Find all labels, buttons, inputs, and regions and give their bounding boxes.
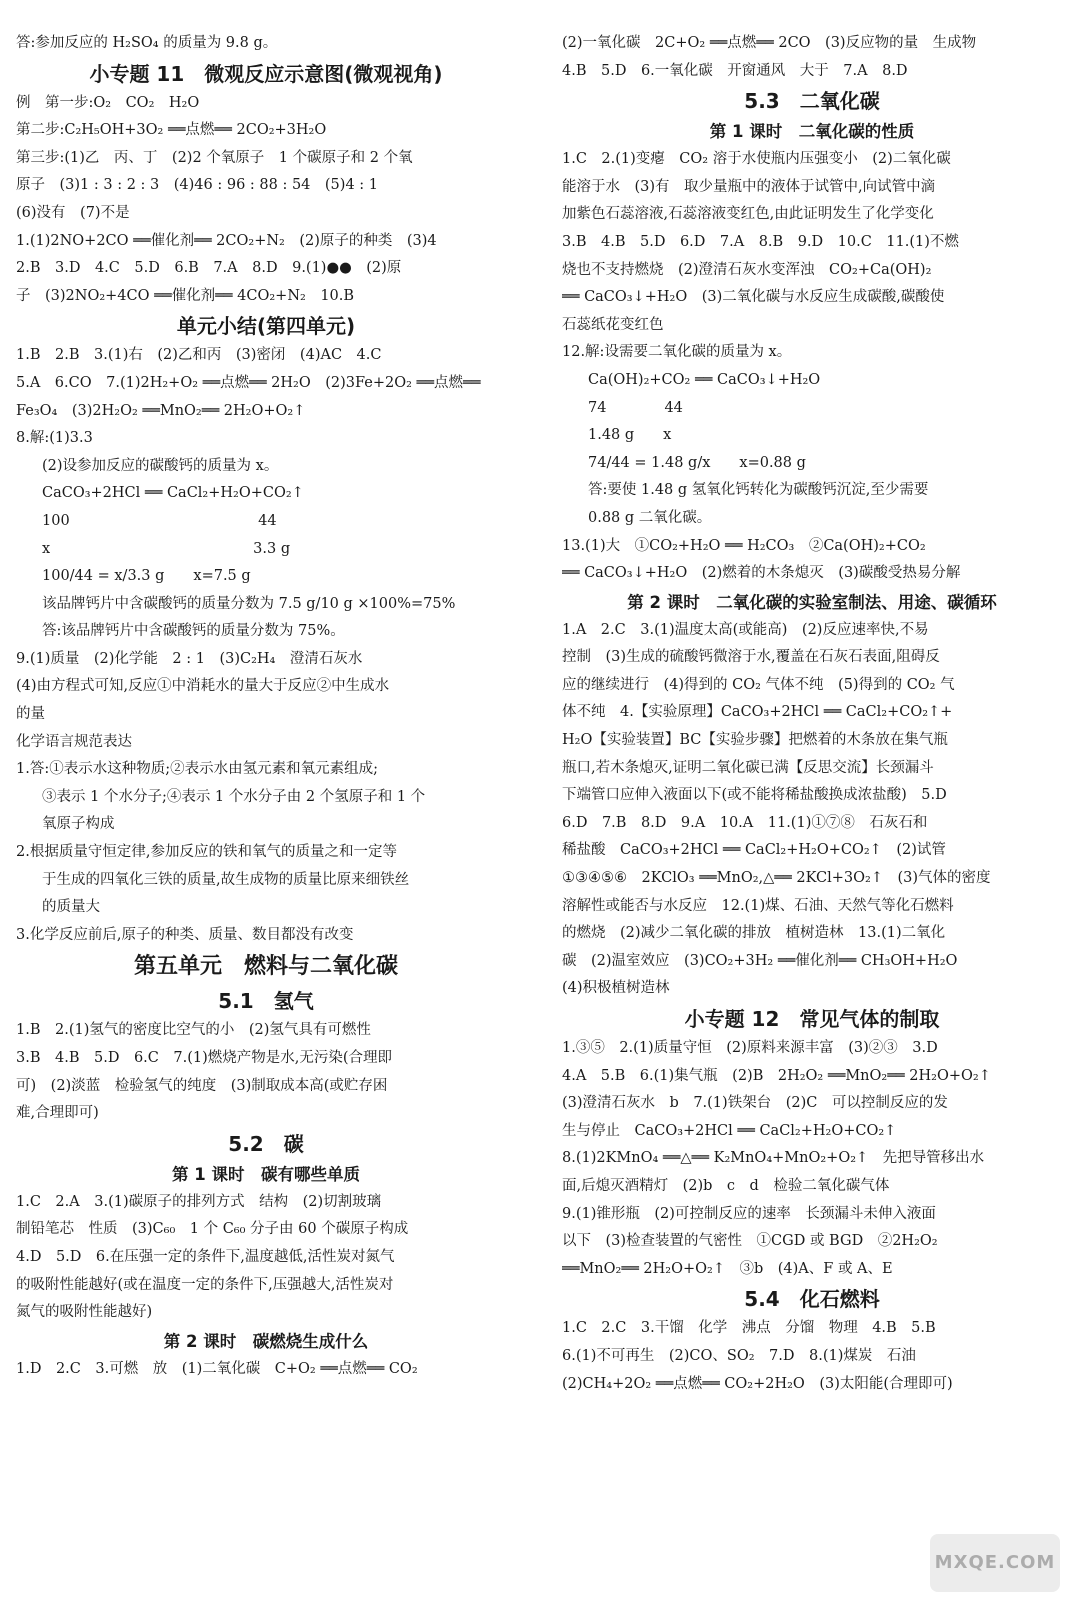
- lesson-title: 第 2 课时 碳燃烧生成什么: [163, 1331, 369, 1351]
- text-line: 难,合理即可): [16, 1105, 99, 1122]
- text-line: 74/44 = 1.48 g/x x=0.88 g: [588, 454, 806, 471]
- watermark-logo: MXQE.COM: [930, 1534, 1060, 1592]
- text-line: 稀盐酸 CaCO₃+2HCl ══ CaCl₂+H₂O+CO₂↑ (2)试管: [562, 842, 946, 859]
- text-line: 8.解:(1)3.3: [16, 430, 93, 447]
- text-line: 可) (2)淡蓝 检验氢气的纯度 (3)制取成本高(或贮存困: [16, 1077, 388, 1094]
- text-line: 9.(1)质量 (2)化学能 2 : 1 (3)C₂H₄ 澄清石灰水: [16, 650, 363, 667]
- text-line: 碳 (2)温室效应 (3)CO₂+3H₂ ══催化剂══ CH₃OH+H₂O: [562, 952, 958, 969]
- section-title: 小专题 12 常见气体的制取: [684, 1007, 940, 1031]
- text-line: 氮气的吸附性能越好): [16, 1304, 153, 1321]
- text-line: 溶解性或能否与水反应 12.(1)煤、石油、天然气等化石燃料: [562, 897, 954, 914]
- text-line: 4.A 5.B 6.(1)集气瓶 (2)B 2H₂O₂ ══MnO₂══ 2H₂O+O₂↑: [562, 1067, 991, 1084]
- text-line: 2.根据质量守恒定律,参加反应的铁和氧气的质量之和一定等: [16, 844, 397, 861]
- text-line: (3)澄清石灰水 b 7.(1)铁架台 (2)C 可以控制反应的发: [562, 1095, 948, 1112]
- text-line: 该品牌钙片中含碳酸钙的质量分数为 7.5 g/10 g ×100%=75%: [42, 595, 456, 612]
- section-title: 5.1 氢气: [218, 989, 314, 1014]
- text-line: (2)一氧化碳 2C+O₂ ══点燃══ 2CO (3)反应物的量 生成物: [562, 35, 977, 51]
- text-line: 74 44: [588, 399, 683, 416]
- text-line: 第三步:(1)乙 丙、丁 (2)2 个氧原子 1 个碳原子和 2 个氧: [16, 149, 413, 166]
- text-line: ①③④⑤⑥ 2KClO₃ ══MnO₂,△══ 2KCl+3O₂↑ (3)气体的密度: [562, 870, 991, 887]
- text-line: (4)由方程式可知,反应①中消耗水的量大于反应②中生成水: [16, 678, 390, 695]
- text-line: 1.C 2.A 3.(1)碳原子的排列方式 结构 (2)切割玻璃: [16, 1193, 382, 1210]
- text-line: 答:该品牌钙片中含碳酸钙的质量分数为 75%。: [42, 623, 345, 640]
- section-title: 5.3 二氧化碳: [744, 89, 880, 114]
- lesson-title: 第 1 课时 二氧化碳的性质: [709, 122, 915, 142]
- text-line: 应的继续进行 (4)得到的 CO₂ 气体不纯 (5)得到的 CO₂ 气: [562, 676, 955, 693]
- section-title: 5.4 化石燃料: [744, 1287, 880, 1312]
- text-line: 3.B 4.B 5.D 6.C 7.(1)燃烧产物是水,无污染(合理即: [16, 1050, 393, 1066]
- text-line: 氧原子构成: [42, 816, 115, 833]
- text-line: 9.(1)锥形瓶 (2)可控制反应的速率 长颈漏斗未伸入液面: [562, 1205, 936, 1222]
- text-line: 石蕊纸花变红色: [562, 316, 664, 333]
- text-line: 1.③⑤ 2.(1)质量守恒 (2)原料来源丰富 (3)②③ 3.D: [562, 1040, 938, 1056]
- text-line: (2)设参加反应的碳酸钙的质量为 x。: [42, 457, 279, 474]
- text-line: 原子 (3)1 : 3 : 2 : 3 (4)46 : 96 : 88 : 54 (5)4 : 1: [16, 177, 378, 194]
- text-line: 3.化学反应前后,原子的种类、质量、数目都没有改变: [16, 926, 354, 943]
- text-line: 面,后熄灭酒精灯 (2)b c d 检验二氧化碳气体: [562, 1177, 890, 1194]
- text-line: 13.(1)大 ①CO₂+H₂O ══ H₂CO₃ ②Ca(OH)₂+CO₂: [562, 537, 926, 554]
- text-line: (2)CH₄+2O₂ ══点燃══ CO₂+2H₂O (3)太阳能(合理即可): [562, 1375, 953, 1392]
- text-line: 100/44 = x/3.3 g x=7.5 g: [42, 568, 251, 585]
- text-line: ══MnO₂══ 2H₂O+O₂↑ ③b (4)A、F 或 A、E: [562, 1260, 893, 1277]
- text-line: 5.A 6.CO 7.(1)2H₂+O₂ ══点燃══ 2H₂O (2)3Fe+2O₂ ══点燃══: [16, 374, 481, 391]
- text-line: 0.88 g 二氧化碳。: [588, 509, 712, 526]
- text-line: 6.D 7.B 8.D 9.A 10.A 11.(1)①⑦⑧ 石灰石和: [562, 814, 928, 831]
- text-line: Fe₃O₄ (3)2H₂O₂ ══MnO₂══ 2H₂O+O₂↑: [16, 402, 306, 419]
- lesson-title: 第 1 课时 碳有哪些单质: [172, 1164, 360, 1184]
- text-line: 1.D 2.C 3.可燃 放 (1)二氧化碳 C+O₂ ══点燃══ CO₂: [16, 1360, 418, 1377]
- text-line: (4)积极植树造林: [562, 980, 670, 997]
- text-line: 答:参加反应的 H₂SO₄ 的质量为 9.8 g。: [16, 35, 278, 51]
- text-line: 1.C 2.C 3.干馏 化学 沸点 分馏 物理 4.B 5.B: [562, 1320, 936, 1337]
- text-line: x 3.3 g: [42, 540, 291, 557]
- text-line: 下端管口应伸入液面以下(或不能将稀盐酸换成浓盐酸) 5.D: [562, 787, 947, 804]
- text-line: 烧也不支持燃烧 (2)澄清石灰水变浑浊 CO₂+Ca(OH)₂: [562, 261, 932, 278]
- text-line: 加紫色石蕊溶液,石蕊溶液变红色,由此证明发生了化学变化: [562, 206, 934, 223]
- text-line: 1.答:①表示水这种物质;②表示水由氢元素和氧元素组成;: [16, 761, 378, 778]
- text-line: 的吸附性能越好(或在温度一定的条件下,压强越大,活性炭对: [16, 1276, 394, 1293]
- text-line: (6)没有 (7)不是: [16, 204, 130, 221]
- unit-title: 第五单元 燃料与二氧化碳: [133, 954, 398, 980]
- left-column: [16, 30, 516, 1383]
- text-line: 答:要使 1.48 g 氢氧化钙转化为碳酸钙沉淀,至少需要: [588, 482, 929, 499]
- text-line: 6.(1)不可再生 (2)CO、SO₂ 7.D 8.(1)煤炭 石油: [562, 1347, 916, 1364]
- section-title: 5.2 碳: [228, 1131, 304, 1156]
- text-line: ③表示 1 个水分子;④表示 1 个水分子由 2 个氢原子和 1 个: [42, 788, 426, 805]
- right-column: [562, 30, 1062, 1398]
- text-line: 体不纯 4.【实验原理】CaCO₃+2HCl ══ CaCl₂+CO₂↑+: [562, 704, 953, 721]
- lesson-title: 第 2 课时 二氧化碳的实验室制法、用途、碳循环: [627, 592, 997, 612]
- text-line: 1.48 g x: [588, 427, 672, 444]
- text-line: 2.B 3.D 4.C 5.D 6.B 7.A 8.D 9.(1)●● (2)原: [16, 260, 402, 277]
- text-line: 1.(1)2NO+2CO ══催化剂══ 2CO₂+N₂ (2)原子的种类 (3)4: [16, 232, 437, 249]
- text-line: 1.B 2.(1)氢气的密度比空气的小 (2)氢气具有可燃性: [16, 1022, 371, 1039]
- text-line: 制铅笔芯 性质 (3)C₆₀ 1 个 C₆₀ 分子由 60 个碳原子构成: [16, 1221, 409, 1238]
- section-title: 单元小结(第四单元): [176, 314, 356, 339]
- text-line: 1.C 2.(1)变瘪 CO₂ 溶于水使瓶内压强变小 (2)二氧化碳: [562, 151, 951, 168]
- text-line: 于生成的四氧化三铁的质量,故生成物的质量比原来细铁丝: [42, 871, 410, 888]
- text-line: ══ CaCO₃↓+H₂O (3)二氧化碳与水反应生成碳酸,碳酸使: [562, 289, 945, 306]
- text-line: 的燃烧 (2)减少二氧化碳的排放 植树造林 13.(1)二氧化: [562, 925, 946, 942]
- text-line: ══ CaCO₃↓+H₂O (2)燃着的木条熄灭 (3)碳酸受热易分解: [562, 565, 961, 582]
- text-line: 8.(1)2KMnO₄ ══△══ K₂MnO₄+MnO₂+O₂↑ 先把导管移出水: [562, 1150, 985, 1167]
- text-line: CaCO₃+2HCl ══ CaCl₂+H₂O+CO₂↑: [42, 485, 304, 502]
- text-line: 以下 (3)检查装置的气密性 ①CGD 或 BGD ②2H₂O₂: [562, 1233, 938, 1250]
- text-line: Ca(OH)₂+CO₂ ══ CaCO₃↓+H₂O: [588, 371, 821, 388]
- text-line: 瓶口,若木条熄灭,证明二氧化碳已满【反思交流】长颈漏斗: [562, 759, 934, 776]
- text-line: 化学语言规范表达: [16, 733, 132, 750]
- text-line: 第二步:C₂H₅OH+3O₂ ══点燃══ 2CO₂+3H₂O: [16, 122, 327, 139]
- text-line: 子 (3)2NO₂+4CO ══催化剂══ 4CO₂+N₂ 10.B: [16, 287, 355, 304]
- text-line: 3.B 4.B 5.D 6.D 7.A 8.B 9.D 10.C 11.(1)不燃: [562, 233, 959, 250]
- text-line: 控制 (3)生成的硫酸钙微溶于水,覆盖在石灰石表面,阻碍反: [562, 649, 940, 666]
- text-line: 100 44: [42, 512, 277, 529]
- text-line: 1.A 2.C 3.(1)温度太高(或能高) (2)反应速率快,不易: [562, 621, 929, 638]
- text-line: 能溶于水 (3)有 取少量瓶中的液体于试管中,向试管中滴: [562, 178, 936, 195]
- text-line: 的量: [16, 706, 45, 723]
- section-title: 小专题 11 微观反应示意图(微观视角): [89, 61, 443, 86]
- text-line: 4.B 5.D 6.一氧化碳 开窗通风 大于 7.A 8.D: [562, 62, 908, 79]
- text-line: 例 第一步:O₂ CO₂ H₂O: [16, 94, 200, 111]
- text-line: 1.B 2.B 3.(1)右 (2)乙和丙 (3)密闭 (4)AC 4.C: [16, 347, 382, 364]
- text-line: 生与停止 CaCO₃+2HCl ══ CaCl₂+H₂O+CO₂↑: [562, 1122, 897, 1139]
- text-line: 的质量大: [42, 899, 100, 916]
- text-line: 12.解:设需要二氧化碳的质量为 x。: [562, 344, 792, 361]
- text-line: 4.D 5.D 6.在压强一定的条件下,温度越低,活性炭对氮气: [16, 1248, 395, 1265]
- text-line: H₂O【实验装置】BC【实验步骤】把燃着的木条放在集气瓶: [562, 732, 948, 749]
